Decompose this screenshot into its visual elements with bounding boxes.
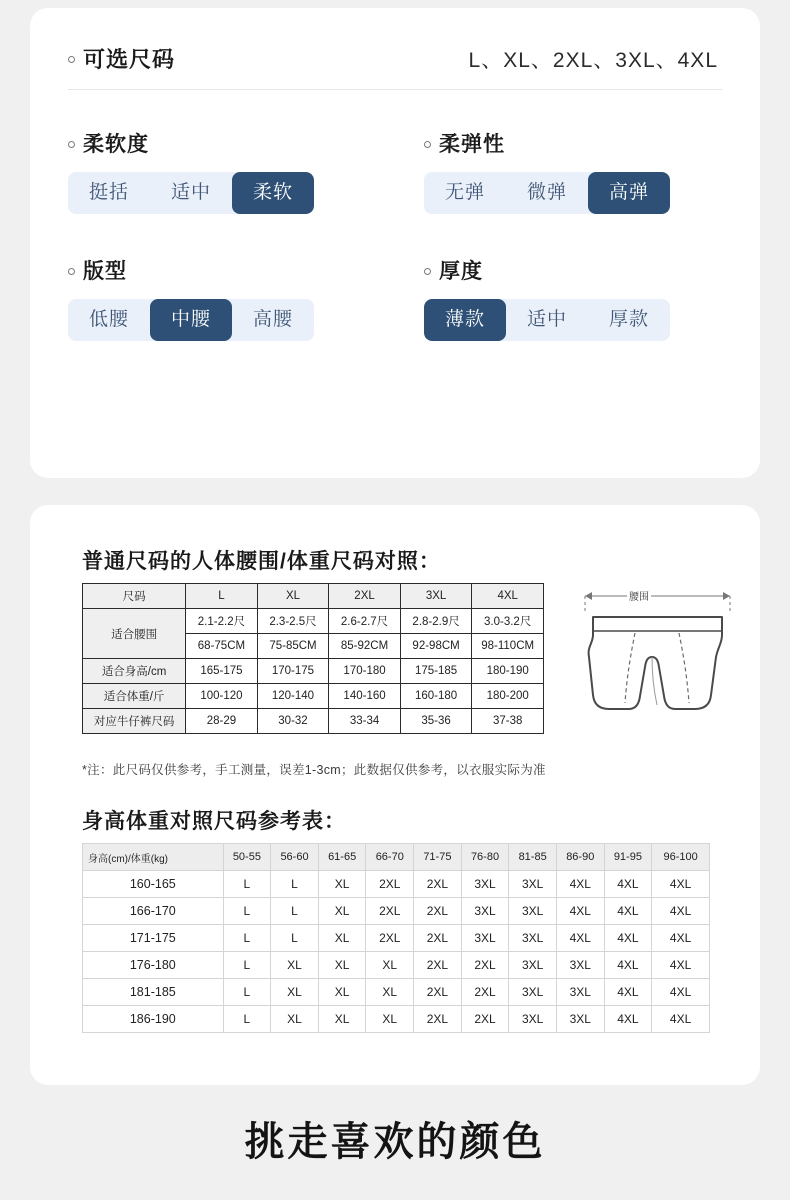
hw-cell-4-9: 4XL: [652, 979, 710, 1006]
hw-cell-5-9: 4XL: [652, 1006, 710, 1033]
waist-cell-2-4: 180-190: [472, 659, 544, 684]
waist-row-label-3: 适合体重/斤: [83, 684, 186, 709]
waist-cell-4-3: 35-36: [400, 709, 472, 734]
fit-option-0[interactable]: 低腰: [89, 309, 130, 330]
hw-cell-2-5: 3XL: [461, 925, 509, 952]
waist-size-table: [82, 583, 544, 734]
hw-cell-3-8: 4XL: [604, 952, 652, 979]
fit-label: 版型: [83, 260, 127, 283]
hw-cell-5-3: XL: [366, 1006, 414, 1033]
softness-option-2[interactable]: 柔软: [232, 172, 314, 214]
hw-cell-1-3: 2XL: [366, 898, 414, 925]
attribute-block-fit: [68, 255, 368, 341]
waist-cell-0-4: 3.0-3.2尺: [472, 609, 544, 634]
waist-cell-0-0: 2.1-2.2尺: [186, 609, 258, 634]
table-row: [83, 979, 710, 1006]
elasticity-options: [424, 172, 670, 214]
hw-cell-4-0: L: [223, 979, 271, 1006]
hw-cell-5-7: 3XL: [556, 1006, 604, 1033]
attribute-row-size: [68, 28, 722, 90]
thickness-option-0[interactable]: 薄款: [424, 299, 506, 341]
fit-label-wrap: [68, 255, 368, 285]
height-weight-table: [82, 843, 710, 1033]
table-row: [83, 871, 710, 898]
waist-header-3: 2XL: [329, 584, 401, 609]
hw-weight-7: 86-90: [556, 844, 604, 871]
hw-cell-1-5: 3XL: [461, 898, 509, 925]
hw-cell-2-2: XL: [318, 925, 366, 952]
waist-cell-3-0: 100-120: [186, 684, 258, 709]
hw-cell-5-4: 2XL: [414, 1006, 462, 1033]
circle-bullet-icon: [68, 141, 75, 148]
hw-weight-1: 56-60: [271, 844, 319, 871]
hw-weight-5: 76-80: [461, 844, 509, 871]
hw-cell-4-5: 2XL: [461, 979, 509, 1006]
waist-cell-3-3: 160-180: [400, 684, 472, 709]
circle-bullet-icon: [424, 268, 431, 275]
hw-cell-5-0: L: [223, 1006, 271, 1033]
size-chart-card: [30, 505, 760, 1085]
hw-cell-5-5: 2XL: [461, 1006, 509, 1033]
hw-cell-0-3: 2XL: [366, 871, 414, 898]
hw-height-2: 171-175: [83, 925, 224, 952]
hw-cell-1-0: L: [223, 898, 271, 925]
softness-options: [68, 172, 314, 214]
waist-cell-1-0: 68-75CM: [186, 634, 258, 659]
hw-cell-3-1: XL: [271, 952, 319, 979]
waist-header-1: L: [186, 584, 258, 609]
hw-weight-8: 91-95: [604, 844, 652, 871]
hw-cell-4-6: 3XL: [509, 979, 557, 1006]
hw-cell-5-6: 3XL: [509, 1006, 557, 1033]
hw-cell-2-3: 2XL: [366, 925, 414, 952]
softness-option-1[interactable]: 适中: [171, 182, 212, 203]
table-row: [83, 684, 544, 709]
fit-option-1[interactable]: 中腰: [150, 299, 232, 341]
hw-cell-3-4: 2XL: [414, 952, 462, 979]
thickness-label: 厚度: [439, 260, 483, 283]
hw-cell-0-0: L: [223, 871, 271, 898]
table-row: [83, 898, 710, 925]
hw-cell-2-0: L: [223, 925, 271, 952]
waist-cell-2-3: 175-185: [400, 659, 472, 684]
elasticity-label-wrap: [424, 128, 724, 158]
size-note: *注：此尺码仅供参考，手工测量，误差1-3cm；此数据仅供参考，以衣服实际为准: [82, 763, 546, 777]
table-row: [83, 709, 544, 734]
thickness-option-2[interactable]: 厚款: [609, 309, 650, 330]
hw-cell-4-1: XL: [271, 979, 319, 1006]
waist-header-5: 4XL: [472, 584, 544, 609]
hw-cell-3-0: L: [223, 952, 271, 979]
circle-bullet-icon: [68, 268, 75, 275]
hw-weight-3: 66-70: [366, 844, 414, 871]
waist-cell-3-4: 180-200: [472, 684, 544, 709]
waist-cell-3-1: 120-140: [257, 684, 329, 709]
table-row: [83, 609, 544, 634]
boxer-brief-illustration: [575, 583, 740, 733]
hw-cell-1-1: L: [271, 898, 319, 925]
elasticity-option-2[interactable]: 高弹: [588, 172, 670, 214]
hw-cell-4-7: 3XL: [556, 979, 604, 1006]
hw-cell-1-9: 4XL: [652, 898, 710, 925]
hw-weight-0: 50-55: [223, 844, 271, 871]
table-row: [83, 659, 544, 684]
hw-cell-0-5: 3XL: [461, 871, 509, 898]
waist-cell-2-1: 170-175: [257, 659, 329, 684]
hw-cell-4-4: 2XL: [414, 979, 462, 1006]
hw-cell-0-4: 2XL: [414, 871, 462, 898]
waist-cell-0-2: 2.6-2.7尺: [329, 609, 401, 634]
waist-cell-4-4: 37-38: [472, 709, 544, 734]
waist-table-title: 普通尺码的人体腰围/体重尺码对照：: [82, 550, 441, 573]
hw-cell-2-4: 2XL: [414, 925, 462, 952]
hw-corner: 身高(cm)/体重(kg): [83, 844, 224, 871]
hw-cell-3-2: XL: [318, 952, 366, 979]
elasticity-option-1[interactable]: 微弹: [527, 182, 568, 203]
hw-weight-6: 81-85: [509, 844, 557, 871]
fit-option-2[interactable]: 高腰: [253, 309, 294, 330]
hw-cell-0-6: 3XL: [509, 871, 557, 898]
hw-cell-4-8: 4XL: [604, 979, 652, 1006]
table-row: [83, 925, 710, 952]
elasticity-label: 柔弹性: [439, 133, 505, 156]
size-values: L、XL、2XL、3XL、4XL: [468, 48, 718, 72]
table-row: [83, 952, 710, 979]
hw-cell-0-9: 4XL: [652, 871, 710, 898]
hw-cell-3-3: XL: [366, 952, 414, 979]
hw-cell-3-9: 4XL: [652, 952, 710, 979]
table-row: [83, 1006, 710, 1033]
waist-row-label-2: 适合身高/cm: [83, 659, 186, 684]
waist-header-0: 尺码: [83, 584, 186, 609]
fit-options: [68, 299, 314, 341]
thickness-label-wrap: [424, 255, 724, 285]
hw-cell-0-8: 4XL: [604, 871, 652, 898]
thickness-option-1[interactable]: 适中: [527, 309, 568, 330]
hw-cell-0-2: XL: [318, 871, 366, 898]
waist-cell-0-1: 2.3-2.5尺: [257, 609, 329, 634]
attribute-block-elasticity: [424, 128, 724, 214]
table-row: [83, 844, 710, 871]
hw-cell-5-8: 4XL: [604, 1006, 652, 1033]
waist-header-4: 3XL: [400, 584, 472, 609]
waist-cell-4-1: 30-32: [257, 709, 329, 734]
hw-cell-3-6: 3XL: [509, 952, 557, 979]
softness-label: 柔软度: [83, 133, 149, 156]
waist-cell-2-2: 170-180: [329, 659, 401, 684]
hw-weight-2: 61-65: [318, 844, 366, 871]
table-row: [83, 584, 544, 609]
hw-height-5: 186-190: [83, 1006, 224, 1033]
hw-cell-1-7: 4XL: [556, 898, 604, 925]
hw-cell-3-7: 3XL: [556, 952, 604, 979]
waist-cell-3-2: 140-160: [329, 684, 401, 709]
hw-cell-3-5: 2XL: [461, 952, 509, 979]
waist-measure-label: 腰围: [627, 588, 651, 603]
hw-cell-1-8: 4XL: [604, 898, 652, 925]
hw-cell-1-4: 2XL: [414, 898, 462, 925]
waist-cell-1-4: 98-110CM: [472, 634, 544, 659]
waist-cell-1-1: 75-85CM: [257, 634, 329, 659]
hw-cell-1-6: 3XL: [509, 898, 557, 925]
hw-weight-4: 71-75: [414, 844, 462, 871]
waist-cell-0-3: 2.8-2.9尺: [400, 609, 472, 634]
circle-bullet-icon: [424, 141, 431, 148]
softness-option-0[interactable]: 挺括: [89, 182, 130, 203]
hw-cell-2-7: 4XL: [556, 925, 604, 952]
waist-cell-1-2: 85-92CM: [329, 634, 401, 659]
hw-cell-2-8: 4XL: [604, 925, 652, 952]
hw-cell-4-2: XL: [318, 979, 366, 1006]
hw-cell-0-1: L: [271, 871, 319, 898]
attributes-card: [30, 8, 760, 478]
hw-cell-2-6: 3XL: [509, 925, 557, 952]
waist-row-label-4: 对应牛仔裤尺码: [83, 709, 186, 734]
hw-cell-0-7: 4XL: [556, 871, 604, 898]
hw-cell-4-3: XL: [366, 979, 414, 1006]
hw-height-1: 166-170: [83, 898, 224, 925]
section-heading-colors: 挑走喜欢的颜色: [244, 1120, 546, 1164]
hw-cell-2-9: 4XL: [652, 925, 710, 952]
waist-header-2: XL: [257, 584, 329, 609]
attribute-block-thickness: [424, 255, 724, 341]
softness-label-wrap: [68, 128, 368, 158]
attribute-block-softness: [68, 128, 368, 214]
hw-cell-2-1: L: [271, 925, 319, 952]
waist-cell-4-0: 28-29: [186, 709, 258, 734]
waist-cell-2-0: 165-175: [186, 659, 258, 684]
height-weight-title: 身高体重对照尺码参考表：: [82, 810, 346, 833]
hw-weight-9: 96-100: [652, 844, 710, 871]
size-label-wrap: [68, 43, 175, 74]
hw-height-0: 160-165: [83, 871, 224, 898]
hw-cell-1-2: XL: [318, 898, 366, 925]
hw-cell-5-1: XL: [271, 1006, 319, 1033]
thickness-options: [424, 299, 670, 341]
hw-height-4: 181-185: [83, 979, 224, 1006]
hw-cell-5-2: XL: [318, 1006, 366, 1033]
circle-bullet-icon: [68, 56, 75, 63]
waist-cell-4-2: 33-34: [329, 709, 401, 734]
waist-row-label-0: 适合腰围: [83, 609, 186, 659]
waist-cell-1-3: 92-98CM: [400, 634, 472, 659]
size-label: 可选尺码: [83, 47, 176, 72]
boxer-brief-icon: [575, 583, 740, 733]
elasticity-option-0[interactable]: 无弹: [445, 182, 486, 203]
hw-height-3: 176-180: [83, 952, 224, 979]
